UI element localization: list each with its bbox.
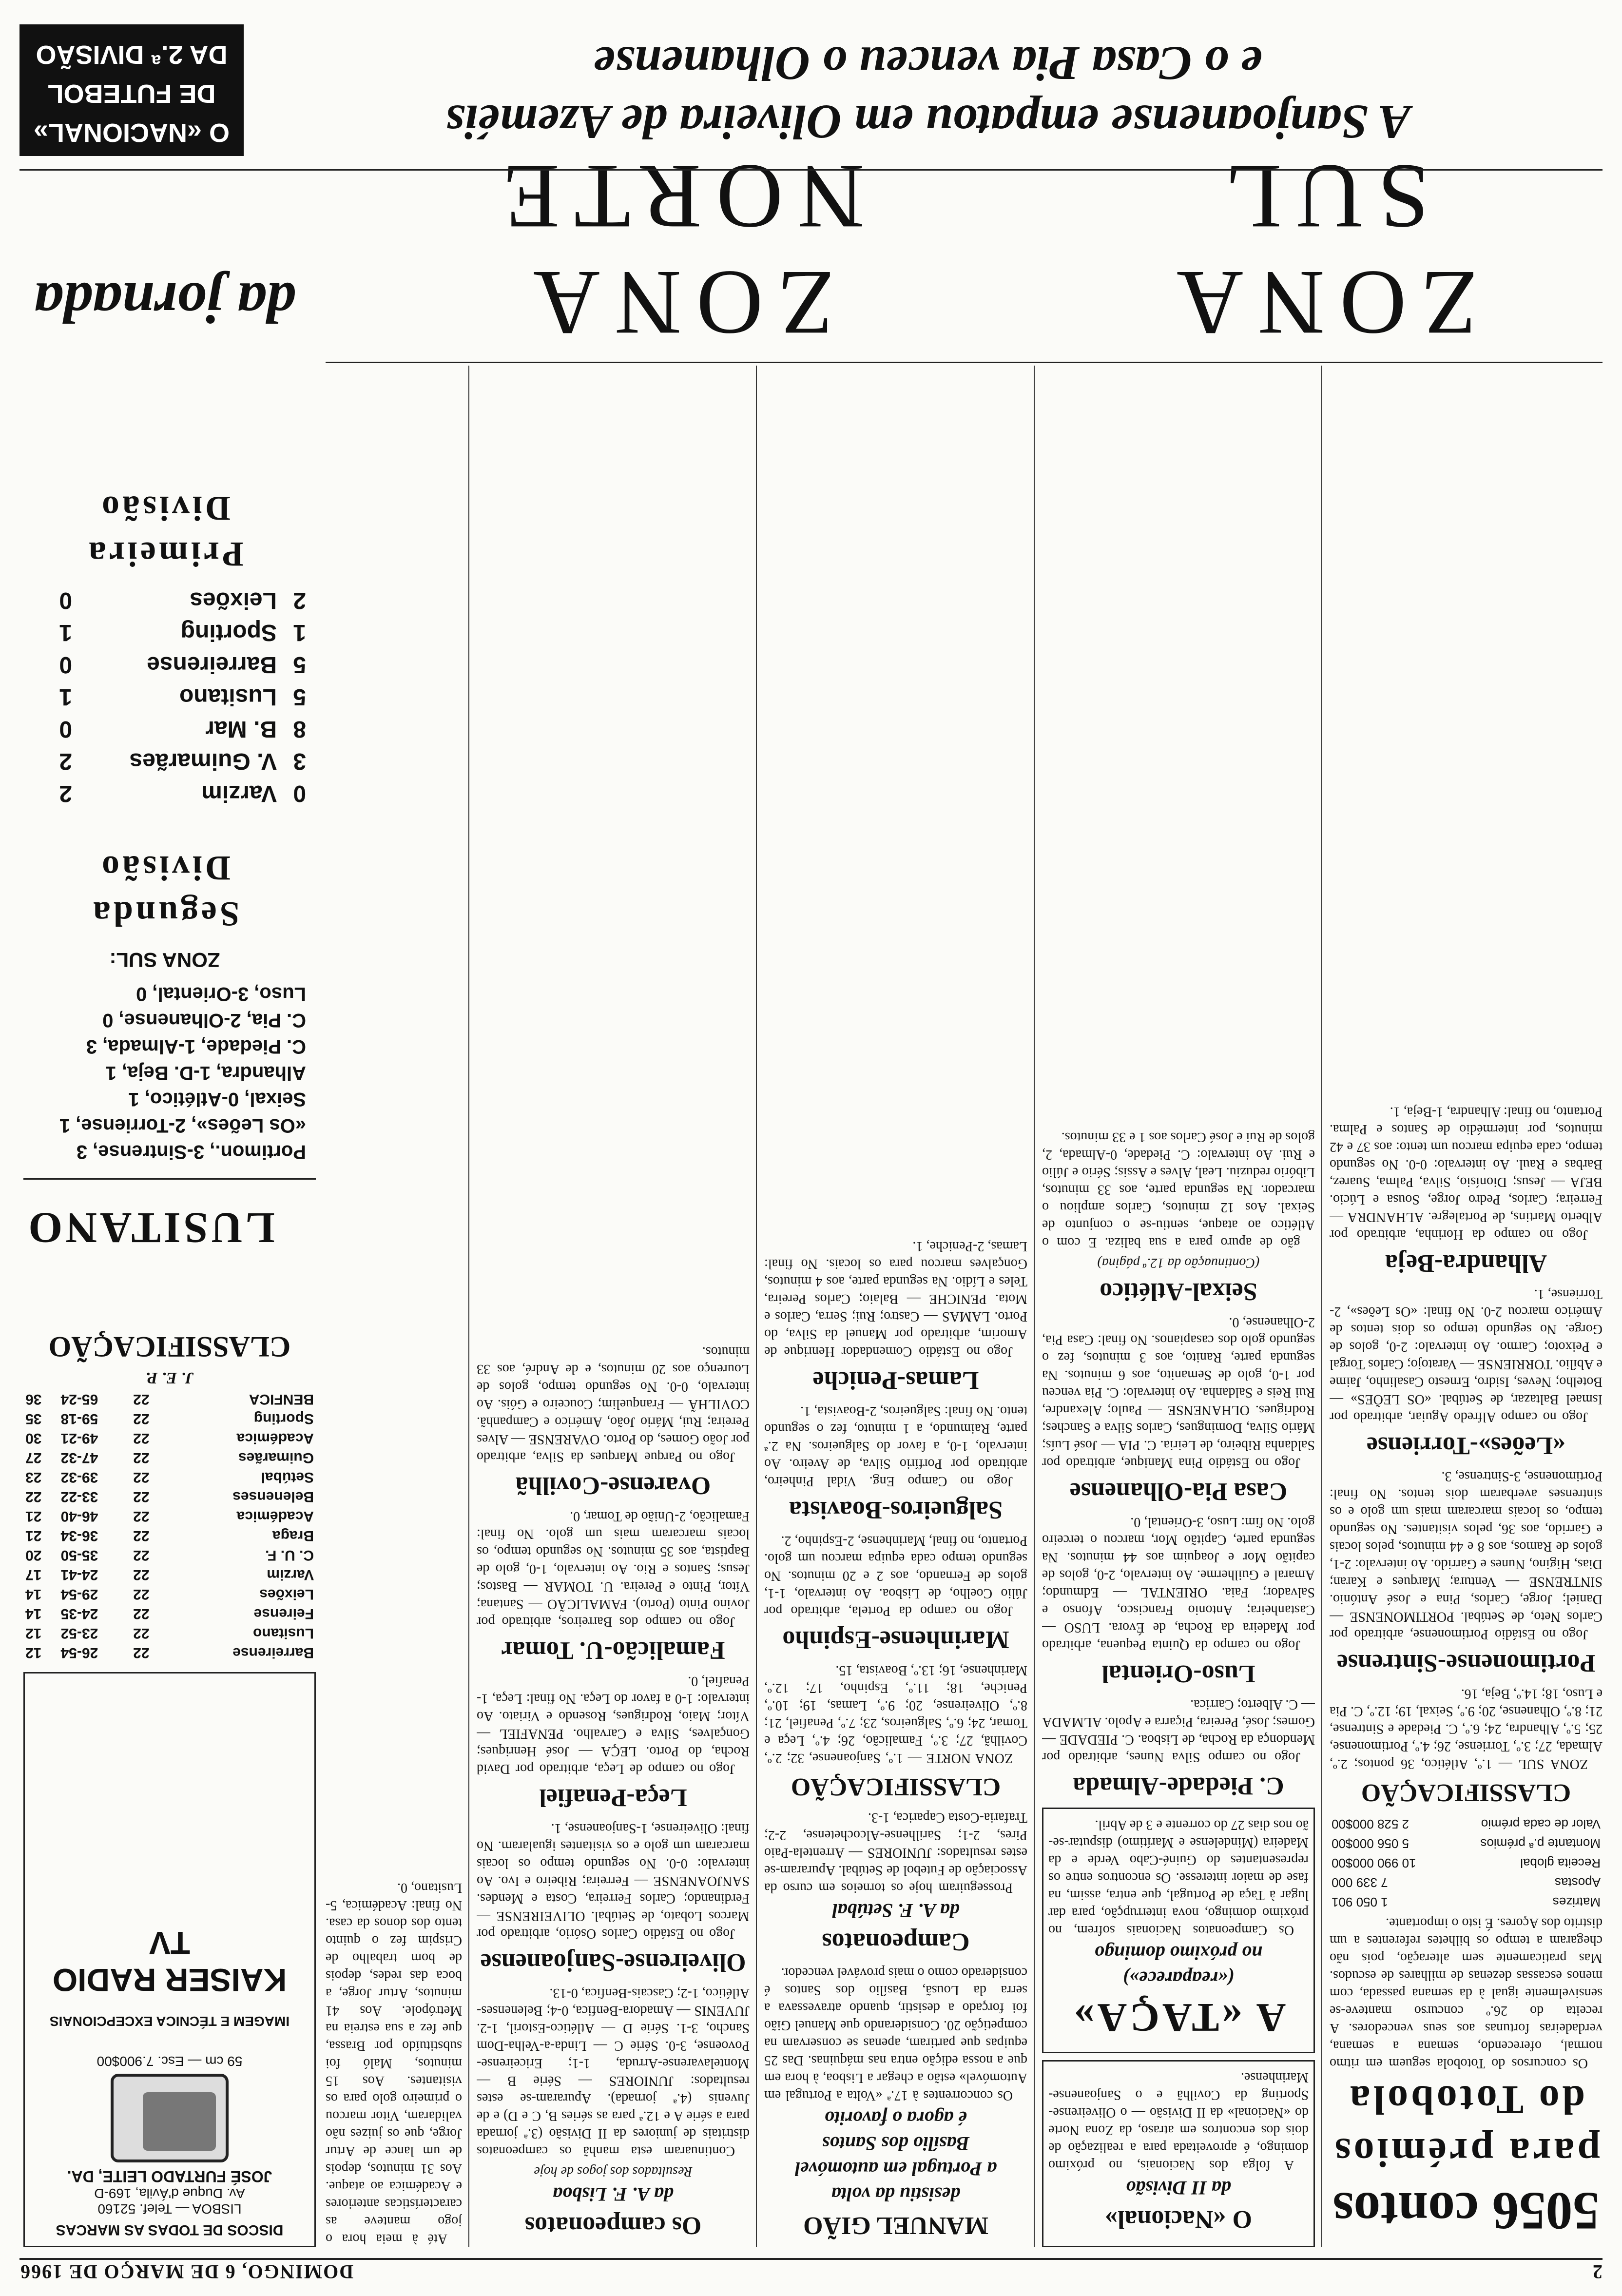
segunda-zona: ZONA SUL: <box>109 949 220 972</box>
score-away: 2 <box>59 780 72 806</box>
lamas-text: Jogo no Estádio Comendador Henrique de Amorim, arbitrado por Manuel da Silva, do Porto. LAMAS — Castro; Rui; Serra, Carlos e Mota. PENICHE — Balaio; Carlos Pereira, Teles e Lídio. Na segunda parte, aos 4 minutos, Gonçalves marcou para os locais. No final: Lamas, 2-Peniche, 1. <box>764 1239 1027 1359</box>
classificacao-cell-team: Setúbal <box>261 1469 314 1485</box>
nacional-stamp <box>19 24 244 156</box>
alhandra-text: Jogo no campo da Horinha, arbitrado por Alberto Martins, de Portalegre. ALHANDRA — Ferreira; Carlos, Pedro Jorge, Sousa e Lúcio. BEJA — Jesus; Dionísio, Silva, Palma, Suarez, Barbas e Raul. Ao intervalo: 0-0. No segundo tempo, cada equipa marcou um tento: aos 37 e 42 minutos, por intermédio de Santos e Palma. Portanto, no final: Alhandra, 1-Beja, 1. <box>1330 1104 1603 1242</box>
classificacao-cell-team: Leixões <box>259 1586 314 1602</box>
luso-title: Luso-Oriental <box>1101 1660 1255 1688</box>
segunda-result: Alhandra, 1-D. Beja, 1 <box>105 1062 306 1084</box>
totobola-label: Valor de cada prémio <box>1481 1817 1601 1831</box>
classificacao-cell-team: BENFICA <box>249 1391 314 1407</box>
seixal-cont: (Continuação da 12.ª página) <box>1097 1255 1260 1270</box>
primeira-result <box>23 745 306 777</box>
score-away: 1 <box>59 684 72 710</box>
classificacao-cell-pts: 12 <box>25 1645 42 1661</box>
score-away: 0 <box>59 716 72 742</box>
classificacao-main <box>23 1282 316 1662</box>
zona-norte-heading: ZONA NORTE <box>488 145 865 354</box>
classificacao-cell-pts: 22 <box>25 1489 42 1505</box>
nacional-box <box>1042 2060 1315 2247</box>
classificacao-cell-pts: 35 <box>25 1411 42 1427</box>
primeira-result <box>23 648 306 681</box>
score-away: 2 <box>59 748 72 774</box>
classificacao-cell-j: 22 <box>133 1469 150 1485</box>
score-home: 5 <box>293 684 306 710</box>
zona-sul-heading: ZONA SUL <box>1162 145 1478 354</box>
oliveirense-text: Jogo no Estádio Carlos Osório, arbitrado por Marcos Lobato, de Setúbal. OLIVEIRENSE — Ferdinando; Carlos Ferreira, Costa e Mendes. SANJOANENSE — Ferreira; Ribeiro e Ivo. Ao intervalo: 0-0. No segundo tempo os locais marcaram um golo e os visitantes igualaram. No final: Oliveirense, 1-Sanjoanense, 1. <box>477 1821 750 1941</box>
primeira-result <box>23 584 306 616</box>
classificacao-norte-text: ZONA NORTE — 1.º, Sanjoanense, 32; 2.º, Covilhã, 27; 3.º, Famalicão, 26; 4.º, Leça e Tomar, 24; 6.º, Salgueiros, 23; 7.º, Penafiel, 21; 8.º, Oliveirense, 20; 9.º, Lamas, 19; 10.º, Peniche, 18; 11.º, Espinho, 17; 12.º, Marinhense, 16; 13.º, Boavista, 15. <box>764 1663 1027 1766</box>
classificacao-cell-team: Feirense <box>253 1606 314 1622</box>
classificacao-cell-team: Barreirense <box>232 1645 314 1661</box>
totobola-value: 1 050 901 <box>1332 1895 1388 1909</box>
taca-subtitle-2: no próximo domingo <box>1094 1942 1263 1964</box>
nacional-subtitle: da II Divisão <box>1126 2177 1231 2199</box>
score-away: 0 <box>59 587 72 613</box>
casapia-text: Jogo no Estádio Pina Manique, arbitrado por Saldanha Ribeiro, de Leiria. C. PIA — José Luís; Mário Silva, Domingues, Carlos Silva e Sanches; Rodrigues. OLHANENSE — Paulo; Alexandre, Rui Reis e Saldanha. Ao intervalo: C. Pia venceu por 1-0, golo de Semanito, aos 6 minutos. Na segunda parte, Ranito, aos 3 minutos, fez o segundo golo dos casapianos. No final: Casa Pia, 2-Olhanense, 0. <box>1042 1315 1315 1470</box>
classificacao-cell-pts: 12 <box>25 1625 42 1641</box>
classificacao-cell-goals: 26-54 <box>60 1645 98 1661</box>
leoes-title: «Leões»-Torriense <box>1366 1432 1566 1459</box>
giao-title: MANUEL GIÃO <box>803 2212 988 2239</box>
classificacao-cell-team: Braga <box>272 1528 314 1544</box>
column-sul-2 <box>1042 366 1315 2247</box>
kaiser-discs: DISCOS DE TODAS AS MARCAS <box>56 2222 284 2238</box>
covilha-title: Ovarense-Covilhã <box>515 1472 711 1499</box>
team-name: Barreirense <box>147 652 277 678</box>
score-home: 0 <box>293 780 306 806</box>
kaiser-price: 59 cm — Esc. 7.900$00 <box>97 2054 243 2069</box>
totobola-row <box>1330 1814 1603 1834</box>
segunda-result: C. Piedade, 1-Almada, 3 <box>86 1036 306 1057</box>
classificacao-row <box>23 1643 316 1662</box>
score-home: 8 <box>293 716 306 742</box>
zona-rule <box>326 362 1603 363</box>
totobola-label: Montante p.ª prémios <box>1480 1836 1601 1851</box>
classificacao-row <box>23 1545 316 1565</box>
classificacao-cell-team: Sporting <box>253 1411 314 1427</box>
score-away: 0 <box>59 652 72 678</box>
kaiser-dealer: JOSÉ FURTADO LEITE, DA. <box>67 2168 272 2185</box>
giao-title-3: a Portugal em automóvel <box>794 2158 997 2180</box>
classificacao-cell-pts: 21 <box>25 1528 42 1544</box>
seixal-text: gão de apuro para a sua baliza. E com o Atlético ao ataque, sentiu-se o conjunto de Seixal. Aos 12 minutos, Carlos ampliou o marcador. Na segunda parte, aos 33 minutos, Libório reduziu. Leal, Alves e Assis; Sério e Júlio e Rui. Ao intervalo: C. Piedade, 0-Almada, 2, golos de Rui e José Carlos aos 1 e 33 minutos. <box>1042 1129 1315 1250</box>
classificacao-row <box>23 1409 316 1428</box>
taca-title: A «TAÇA» <box>1071 1995 1286 2040</box>
classificacao-cell-j: 22 <box>133 1528 150 1544</box>
segunda-divisao-box <box>23 824 306 1165</box>
page-number: 2 <box>1592 2261 1603 2283</box>
classificacao-sul-text: ZONA SUL — 1.º, Atlético, 36 pontos; 2.º, Almada, 27; 3.º, Torriense, 26; 4.º, Portimonense, 25; 5.º, Alhandra, 24; 6.º, C. Piedade e Sintrense, 21; 8.º, Olhanense, 20; 9.º, Seixal, 19; 12.º, C. Pia e Luso, 18; 14.º, Beja, 16. <box>1330 1686 1603 1771</box>
classificacao-cell-team: Belenenses <box>232 1489 314 1505</box>
kaiser-address: Av. Duque d'Ávila, 169-D <box>94 2186 245 2201</box>
classificacao-cell-goals: 36-34 <box>60 1528 98 1544</box>
classificacao-cell-goals: 24-35 <box>60 1606 98 1622</box>
totobola-title-2: para prémios <box>1332 2130 1601 2175</box>
portimonense-title: Portimonense-Sintrense <box>1336 1649 1596 1677</box>
classificacao-row <box>23 1389 316 1409</box>
score-home: 5 <box>293 652 306 678</box>
classificacao-cell-j: 22 <box>133 1489 150 1505</box>
classificacao-cell-j: 22 <box>133 1567 150 1583</box>
kaiser-city: LISBOA — Telef. 52160 <box>97 2201 242 2217</box>
taca-box <box>1042 1808 1315 2053</box>
primeira-divisao-box <box>23 370 306 809</box>
totobola-value: 7 339 000 <box>1332 1875 1388 1890</box>
classificacao-subtitle: J. E. P. <box>145 1369 194 1387</box>
classificacao-cell-goals: 47-32 <box>60 1450 98 1466</box>
totobola-row <box>1330 1834 1603 1853</box>
classificacao-cell-team: Académica <box>236 1508 314 1524</box>
totobola-article <box>1330 1814 1603 2240</box>
main-headline <box>263 34 1593 151</box>
lusitano-title: LUSITANO <box>25 1204 275 1252</box>
lisboa-title: Os campeonatos <box>524 2212 702 2239</box>
totobola-row <box>1330 1853 1603 1873</box>
piedade-text: Jogo no campo Silva Nunes, arbitrado por Mendonça da Rocha, de Lisboa. C. PIEDADE — Gomes; José, Pereira, Piçarra e Apolo. ALMADA — C. Alberto; Carrica. <box>1042 1697 1315 1765</box>
lusitano-text: Até à meia hora o jogo manteve as características anteriores e Académica ao ataque. Aos 31 minutos, depois de um lance de Artur Jorge, que os juizes não validaram, Vitor marcou o primeiro golo para os visitantes. Aos 15 minutos, Maló foi substituído por Brassa, que fez a sua estreia na Metrópole. Aos 41 minutos, Artur Jorge, a boca das redes, depois de bom trabalho de Crispim fez o quinto tento dos donos da casa. No final: Académica, 5-Lusitano, 0. <box>326 1880 462 2246</box>
team-name: Lusitano <box>179 684 277 710</box>
leoes-text: Jogo no campo Alfredo Aguiar, arbitrado por Ismael Baltazar, de Setúbal. «OS LEÕES» — Botelho; Neves, Isidro, Ernesto Casalinho, Jaime e Abílio. TORRIENSE — Varatojo; Carlos Torgal e Peixoto; Carmo. Ao intervalo: 2-0, golos de Gorge. No segundo tempo os dois tentos de Américo marcou 2-0. No final: «Os Leões», 2-Torriense, 1. <box>1330 1286 1603 1424</box>
score-away: 1 <box>59 620 72 645</box>
classificacao-row <box>23 1604 316 1623</box>
classificacao-row <box>23 1506 316 1526</box>
totobola-label: Apostas <box>1555 1875 1601 1890</box>
marinhense-title: Marinhense-Espinho <box>782 1626 1009 1654</box>
kaiser-ad <box>23 1672 316 2247</box>
score-home: 2 <box>293 587 306 613</box>
giao-text: Os concorrentes à 17.ª «Volta a Portugal em Automóvel» estão a chegar a Lisboa, à hora em que a nossa edição entra nas máquinas. Das 25 equipas que partiram, apenas se conservam na competição 20. Considerando que Manuel Gião foi forçado a desistir, quando atravessava a serra da Lousã, Basílio dos Santos é considerado como o mais provável vencedor. <box>764 1965 1027 2103</box>
classificacao-cell-goals: 33-22 <box>60 1489 98 1505</box>
classificacao-row <box>23 1428 316 1448</box>
classificacao-cell-team: Guimarães <box>238 1450 314 1466</box>
segunda-result: Luso, 3-Oriental, 0 <box>136 983 306 1005</box>
column-norte-1 <box>764 366 1027 2247</box>
classificacao-cell-pts: 20 <box>25 1547 42 1563</box>
giao-title-4: Basílio dos Santos <box>822 2133 970 2155</box>
luso-text: Jogo no campo da Quinta Pequena, arbitrado por Madeira da Rocha, de Évora. LUSO — Castanheira; Antonio Francisco, Afonso e Salvador; Faia. ORIENTAL — Edmundo; Amaral e Guilherme. Ao intervalo, 2-0, golos de capitão Mor e Joaquim aos 44 minutos. Na segunda parte, Capitão Mor, marcou o terceiro golo. No fim: Luso, 3-Oriental, 0. <box>1042 1515 1315 1653</box>
column-divider <box>468 366 469 2247</box>
classificacao-cell-team: Lusitano <box>253 1625 314 1641</box>
banner-rule <box>19 169 1603 171</box>
date: DOMINGO, 6 DE MARÇO DE 1966 <box>19 2261 354 2283</box>
classificacao-cell-goals: 49-21 <box>60 1430 98 1446</box>
classificacao-cell-j: 22 <box>133 1645 150 1661</box>
team-name: V. Guimarães <box>129 748 277 774</box>
classificacao-cell-goals: 59-18 <box>60 1411 98 1427</box>
banner <box>19 15 1603 161</box>
segunda-result: Portimon., 3-Sintrense, 3 <box>76 1141 306 1163</box>
column-divider <box>756 366 757 2247</box>
totobola-title-3: do Totobola <box>1347 2077 1585 2122</box>
classificacao-cell-j: 22 <box>133 1606 150 1622</box>
piedade-title: C. Piedade-Almada <box>1073 1772 1284 1800</box>
headline-line-2: e o Casa Pia venceu o Olhanense <box>593 37 1263 91</box>
classificacao-title: CLASSIFICAÇÃO <box>48 1331 291 1363</box>
classificacao-cell-pts: 21 <box>25 1508 42 1524</box>
classificacao-cell-j: 22 <box>133 1547 150 1563</box>
classificacao-sul-title: CLASSIFICAÇÃO <box>1361 1779 1571 1807</box>
classificacao-cell-pts: 23 <box>25 1469 42 1485</box>
casapia-title: Casa Pia-Olhanense <box>1069 1478 1288 1505</box>
classificacao-cell-j: 22 <box>133 1411 150 1427</box>
classificacao-table <box>23 1389 316 1662</box>
totobola-row <box>1330 1873 1603 1892</box>
leca-text: Jogo no campo de Leça, arbitrado por David Rocha, do Porto. LEÇA — José Henriques; Gonçalves, Silva e Carvalho. PENAFIEL — Vítor; Maio, Rodrigues, Rosendo e Viriato. Ao intervalo: 1-0 a favor do Leça. No final: Leça, 1-Penafiel, 0. <box>477 1673 750 1776</box>
totobola-table <box>1330 1814 1603 1912</box>
classificacao-cell-team: C. U. F. <box>265 1547 314 1563</box>
salgueiros-title: Salgueiros-Boavista <box>789 1496 1003 1524</box>
covilha-text: Jogo no Parque Marques da Silva, arbitrado por João Gomes, do Porto. OVARENSE — Alves Pereira; Rui, Mário João, Américo e Campanhã. COVILHÃ — Franquelim; Couceiro e Góis. Ao intervalo, 0-0. No segundo tempo, golos de Lourenço aos 20 minutos, e de André, aos 33 minutos. <box>477 1344 750 1464</box>
classificacao-cell-goals: 65-24 <box>60 1391 98 1407</box>
classificacao-row <box>23 1487 316 1506</box>
classificacao-cell-pts: 17 <box>25 1567 42 1583</box>
classificacao-cell-pts: 14 <box>25 1606 42 1622</box>
score-home: 3 <box>293 748 306 774</box>
totobola-value: 5 056 000$00 <box>1332 1836 1410 1851</box>
kaiser-title: KAISER RADIO TV <box>52 1925 287 1998</box>
classificacao-row <box>23 1584 316 1604</box>
classificacao-cell-goals: 29-54 <box>60 1586 98 1602</box>
lisboa-sub: Resultados dos jogos de hoje <box>534 2164 693 2179</box>
column-norte-2 <box>477 366 750 2247</box>
classificacao-cell-team: Académica <box>236 1430 314 1446</box>
column-divider <box>1321 366 1322 2247</box>
totobola-value: 10 990 000$00 <box>1332 1856 1416 1870</box>
stamp-line: O «NACIONAL» <box>33 118 230 147</box>
classificacao-cell-pts: 36 <box>25 1391 42 1407</box>
taca-text: Os Campeonatos Nacionais sofrem, no próximo domingo, nova interrupção, para dar lugar à Taça de Portugal, que entra, assim, na fase de maior interesse. Os encontros entre os representantes do Guiné-Cabo Verde e da Madeira (Mindelense e Marítimo) disputar-se-ão nos dias 27 do corrente e 3 de Abril. <box>1048 1817 1309 1938</box>
alhandra-title: Alhandra-Beja <box>1385 1249 1547 1277</box>
totobola-label: Receita global <box>1520 1856 1601 1870</box>
oliveirense-title: Oliveirense-Sanjoanense <box>480 1948 746 1976</box>
marinhense-text: Jogo no campo da Portela, arbitrado por Júlio Coelho, de Lisboa. Ao intervalo, 1-1, golos de Fernando, aos 2 e 20 minutos. No segundo tempo cada equipa marcou um golo. Portanto, no final, Marinhense, 2-Espinho, 2. <box>764 1533 1027 1618</box>
classificacao-cell-goals: 24-41 <box>60 1567 98 1583</box>
giao-title-5: é agora o favorito <box>824 2107 967 2129</box>
segunda-result: «Os Leões», 2-Torriense, 1 <box>59 1115 306 1136</box>
segunda-result: Seixal, 0-Atlético, 1 <box>128 1089 306 1110</box>
column-divider <box>1034 366 1035 2247</box>
classificacao-row <box>23 1565 316 1584</box>
section-rule <box>23 1178 316 1180</box>
television-icon <box>111 2074 229 2162</box>
setubal-text: Prosseguiram hoje os torneios em curso da Associação de Futebol de Setúbal. Apuraram-se estes resultados: JUNIORES — Arrentela-Paio Pires, 2-1; Sarilhense-Alcochetense, 2-2; Trafaria-Costa Caparica, 1-3. <box>764 1810 1027 1895</box>
headline-jornada: da jornada <box>34 271 296 335</box>
classificacao-cell-j: 22 <box>133 1625 150 1641</box>
portimonense-text: Jogo no Estádio Portimonense, arbitrado por Carlos Neto, de Setúbal. PORTIMONENSE — Daniel; Jorge, Carlos, Pina e José António. SINTRENSE — Ventura; Marques e Karan; Dias, Higino, Nunes e Garrido. Ao intervalo: 2-1, golos de Ramos, aos 8 e 44 minutos, pelos locais e Garrido, aos 36, pelos visitantes. No segundo tempo, os locais marcaram mais um golo e os sintrenses averbaram dois tentos. No final: Portimonense, 3-Sintrense, 3. <box>1330 1469 1603 1642</box>
totobola-row <box>1330 1892 1603 1912</box>
primeira-title: Primeira Divisão <box>86 489 244 574</box>
dateline <box>19 2258 1603 2287</box>
taca-subtitle: («reaparece») <box>1122 1967 1235 1989</box>
classificacao-cell-j: 22 <box>133 1430 150 1446</box>
classificacao-cell-goals: 35-50 <box>60 1547 98 1563</box>
lisboa-title-2: da A. F. Lisboa <box>553 2183 674 2205</box>
column-sul-1 <box>1330 366 1603 2247</box>
column-lusitano <box>326 366 462 2247</box>
team-name: Leixões <box>190 587 277 613</box>
score-home: 1 <box>293 620 306 645</box>
classificacao-cell-j: 22 <box>133 1450 150 1466</box>
classificacao-row <box>23 1467 316 1487</box>
famalicao-title: Famalicão-U. Tomar <box>501 1636 725 1664</box>
team-name: Sporting <box>180 620 277 645</box>
classificacao-norte-title: CLASSIFICAÇÃO <box>791 1773 1001 1801</box>
salgueiros-text: Jogo no Campo Eng. Vidal Pinheiro, arbitrado por Porfírio Silva, de Aveiro. Ao intervalo, 1-0, a favor do Salgueiros. Na 2.ª parte, Raimundo, a 1 minuto, fez o segundo tento. No final: Salgueiros, 2-Boavista, 1. <box>764 1403 1027 1489</box>
nacional-title: O «Nacional» <box>1105 2205 1252 2233</box>
primeira-result <box>23 777 306 809</box>
classificacao-row <box>23 1526 316 1545</box>
nacional-text: A folga dos Nacionais, no próximo domingo, é aproveitada para a realização de dois dos encontros em atraso, da Zona Norte do «Nacional» da II Divisão — o Oliveirense-Sporting da Covilhã e o Sanjoanense-Marinhense. <box>1048 2070 1309 2173</box>
setubal-title: Campeonatos <box>822 1928 970 1956</box>
classificacao-cell-pts: 30 <box>25 1430 42 1446</box>
giao-title-2: desistiu da volta <box>831 2183 961 2205</box>
headline-line-1: A Sanjoanense empatou em Oliveira de Azeméis <box>445 95 1410 149</box>
classificacao-row <box>23 1623 316 1643</box>
seixal-title: Seixal-Atlético <box>1100 1278 1257 1305</box>
setubal-title-2: da A. F. Setúbal <box>832 1900 960 1922</box>
lisboa-text: Continuaram esta manhã os campeonatos distritais de juniores da II Divisão (3.ª jornada para a série A e 12.ª para as séries B, C e D) e de Juvenis (4.ª jornada). Apuraram-se estes resultados: JUNIORES — Série B — Montelavarense-Arruda, 1-1; Ericeirense-Povoense, 3-0. Série C — Linda-a-Velha-Dom Sancho, 3-1. Série D — Atlético-Estoril, 1-2. JUVENIS — Amadora-Benfica, 0-4; Belenenses-Atlético, 1-2; Cascais-Benfica, 0-13. <box>477 1985 750 2159</box>
totobola-text: Os concursos do Totobola seguem em ritmo normal, oferecendo, semana a semana, verdadeiras fortunas aos seus vencedores. A receita do 26.º concurso manteve-se sensivelmente igual à da semana passada, com menos escassas dezenas de milhares de escudos. Mas praticamente sem alteração, pois não chegaram a tempo os bilhetes referentes a um distrito dos Açores. É isto o importante. <box>1330 1915 1603 2071</box>
classificacao-cell-j: 22 <box>133 1586 150 1602</box>
primeira-result <box>23 713 306 745</box>
team-name: B. Mar <box>205 716 277 742</box>
classificacao-cell-j: 22 <box>133 1391 150 1407</box>
classificacao-cell-pts: 14 <box>25 1586 42 1602</box>
stamp-line: DA 2.ª DIVISÃO <box>36 40 228 69</box>
primeira-result <box>23 616 306 648</box>
classificacao-cell-j: 22 <box>133 1508 150 1524</box>
team-name: Varzim <box>201 780 277 806</box>
classificacao-cell-pts: 27 <box>25 1450 42 1466</box>
totobola-value: 2 528 000$00 <box>1332 1817 1410 1831</box>
leca-title: Leça-Penafiel <box>539 1784 687 1811</box>
dateline-rule <box>19 2258 1603 2260</box>
segunda-title: Segunda Divisão <box>90 849 240 934</box>
totobola-title: 5056 contos <box>1332 2181 1600 2241</box>
famalicao-text: Jogo no campo dos Barreiros, arbitrado por Jovino Pinto (Porto). FAMALICÃO — Santana; Vítor, Pinto e Pereira. U. TOMAR — Bastos; Jesus; Santos e Rio. Ao intervalo, 1-0, golo de Baptista, aos 35 minutos. No segundo tempo, os locais marcaram mais um golo. No final: Famalicão, 2-União de Tomar, 0. <box>477 1509 750 1629</box>
classificacao-cell-goals: 39-32 <box>60 1469 98 1485</box>
classificacao-cell-goals: 46-40 <box>60 1508 98 1524</box>
lamas-title: Lamas-Peniche <box>812 1366 979 1394</box>
totobola-label: Matrizes <box>1552 1895 1601 1909</box>
classificacao-cell-goals: 23-52 <box>60 1625 98 1641</box>
classificacao-row <box>23 1448 316 1467</box>
primeira-result <box>23 681 306 713</box>
stamp-line: DE FUTEBOL <box>47 79 216 108</box>
kaiser-sub: IMAGEM E TÉCNICA EXCEPCIONAIS <box>49 2014 290 2029</box>
segunda-result: C. Pia, 2-Olhanense, 0 <box>102 1010 306 1031</box>
classificacao-cell-team: Varzim <box>267 1567 314 1583</box>
